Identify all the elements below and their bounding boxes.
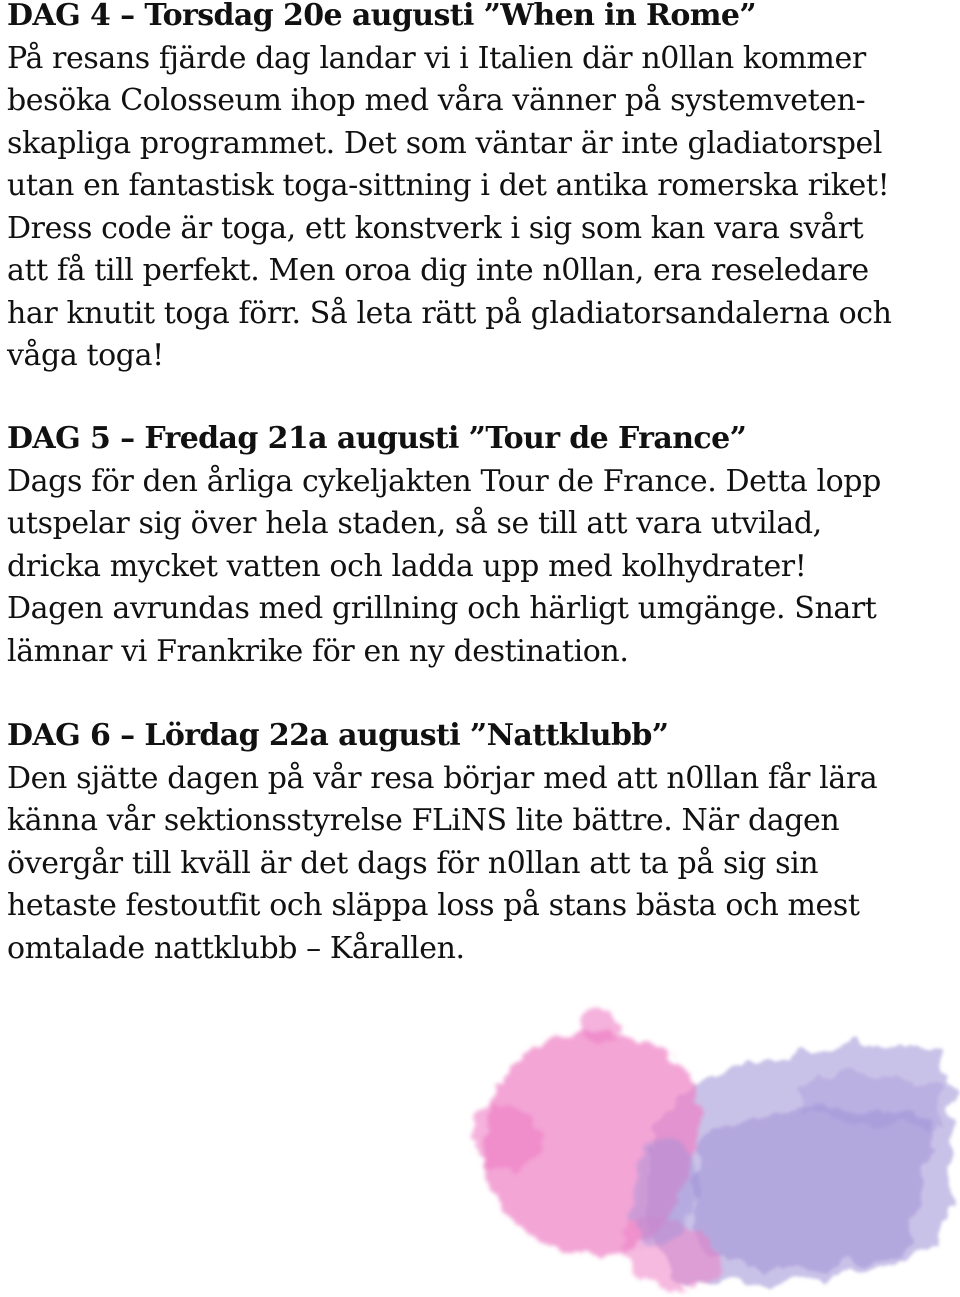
- day-5-text-line: utspelar sig över hela staden, så se till att vara utvilad,: [7, 506, 822, 541]
- day-6-text-line: Den sjätte dagen på vår resa börjar med att n0llan får lära: [7, 760, 878, 796]
- day-4-text-line: skapliga programmet. Det som väntar är inte gladiatorspel: [7, 125, 883, 161]
- day-6-heading: DAG 6 – Lördag 22a augusti ”Nattklubb”: [7, 718, 669, 753]
- day-4-text-line: utan en fantastisk toga-sittning i det antika romerska riket!: [7, 168, 890, 203]
- day-4-section: [7, 0, 947, 378]
- day-6-text-line: hetaste festoutfit och släppa loss på stans bästa och mest: [7, 888, 860, 923]
- day-5-heading: DAG 5 – Fredag 21a augusti ”Tour de France”: [7, 421, 747, 456]
- day-5-text-line: Dagen avrundas med grillning och härligt umgänge. Snart: [7, 591, 877, 626]
- day-4-text-line: att få till perfekt. Men oroa dig inte n0llan, era reseledare: [7, 253, 869, 288]
- day-5-text-line: lämnar vi Frankrike för en ny destination.: [7, 633, 629, 669]
- day-5-text-line: Dags för den årliga cykeljakten Tour de France. Detta lopp: [7, 463, 881, 499]
- day-6-section: [7, 715, 947, 970]
- day-5-text-line: dricka mycket vatten och ladda upp med kolhydrater!: [7, 548, 807, 584]
- day-6-text-line: omtalade nattklubb – Kårallen.: [7, 930, 465, 966]
- watercolor-splash: [380, 990, 960, 1297]
- day-4-text-line: På resans fjärde dag landar vi i Italien där n0llan kommer: [7, 40, 866, 76]
- day-5-section: [7, 418, 947, 673]
- day-4-text-line: har knutit toga förr. Så leta rätt på gladiatorsandalerna och: [7, 295, 892, 331]
- day-6-text-line: övergår till kväll är det dags för n0llan att ta på sig sin: [7, 845, 819, 881]
- day-4-text-line: Dress code är toga, ett konstverk i sig som kan vara svårt: [7, 210, 864, 246]
- day-4-text-line: våga toga!: [7, 338, 164, 373]
- day-4-text-line: besöka Colosseum ihop med våra vänner på systemveten-: [7, 83, 866, 118]
- day-4-heading: DAG 4 – Torsdag 20e augusti ”When in Rome”: [7, 0, 757, 33]
- day-6-text-line: känna vår sektionsstyrelse FLiNS lite bättre. När dagen: [7, 803, 840, 838]
